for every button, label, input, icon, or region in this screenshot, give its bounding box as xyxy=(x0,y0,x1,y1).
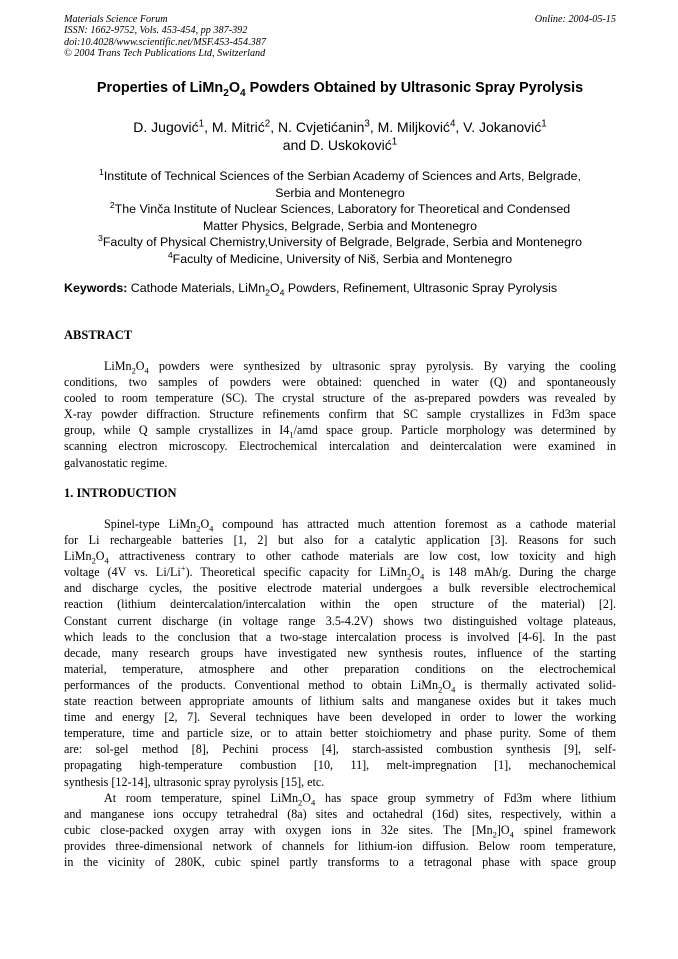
subscript: 4 xyxy=(209,523,214,534)
author-name: M. Miljković xyxy=(377,119,450,135)
affiliation-line xyxy=(64,168,616,185)
affiliation-number: 3 xyxy=(98,233,103,244)
text-line: state reaction between appropriate amounts of lithium salts and manganese oxides but it takes much xyxy=(64,694,616,709)
affiliation-list xyxy=(64,168,616,268)
text-line xyxy=(64,358,616,374)
text-run: group, while Q sample crystallizes in I4 xyxy=(64,423,290,438)
author-affiliation-mark: 4 xyxy=(449,118,456,130)
author-affiliation-mark: 1 xyxy=(198,118,205,130)
text-run: ]O xyxy=(496,822,510,837)
author-line: D. Jugović$^1$, M. Mitrić$^2$, N. Cvjetićanin$^3$, M. Miljković$^4$, V. Jokanović$^1$ xyxy=(133,118,547,135)
text-line: and manganese ions occupy tetrahedral (8a) sites and octahedral (16d) sites, respectively, within a xyxy=(64,806,616,821)
keywords-subscript: 4 xyxy=(279,287,285,298)
text-run: attractiveness contrary to other cathode materials are low cost, low toxicity and high xyxy=(108,549,616,564)
subscript: 2 xyxy=(131,365,136,376)
title-subscript: 4 xyxy=(240,87,246,99)
text-line xyxy=(64,822,616,838)
text-line: temperature, time and particle size, or to attain better stoichiometry and phase purity. Some of them xyxy=(64,726,616,741)
text-line: Constant current discharge (in voltage range 3.5-4.2V) shows two distinguished voltage plateaus, xyxy=(64,613,616,628)
text-line: in the vicinity of 280K, cubic spinel partly transforms to a tetragonal phase with space group xyxy=(64,854,616,869)
text-run: voltage (4V vs. Li/Li xyxy=(64,565,181,580)
text-line: conditions, two samples of powders were obtained: quenched in water (Q) and spontaneously xyxy=(64,375,616,390)
affiliation-text: Institute of Technical Sciences of the Serbian Academy of Sciences and Arts, Belgrade, xyxy=(103,169,581,183)
title-text: Properties of LiMn xyxy=(96,80,224,96)
author-list xyxy=(64,118,616,154)
text-run: compound has attracted much attention foremost as a cathode material xyxy=(213,517,617,531)
keywords-subscript: 2 xyxy=(265,287,270,298)
text-line: material, temperature, atmosphere and other preparation conditions on the electrochemical xyxy=(64,661,616,676)
subscript: 2 xyxy=(406,571,412,582)
superscript: + xyxy=(180,563,186,574)
title-text: O xyxy=(228,80,241,96)
text-line: for Li rechargeable batteries [1, 2] but also for a catalytic application [3]. Reasons for such xyxy=(64,533,616,548)
text-run: /amd space group. Particle morphology was determined by xyxy=(293,423,616,438)
subscript: 2 xyxy=(298,797,303,807)
paper-title xyxy=(64,80,616,99)
title-text: Powders Obtained by Ultrasonic Spray Pyrolysis xyxy=(245,80,584,96)
abstract-paragraph xyxy=(64,358,616,471)
journal-name: Materials Science Forum xyxy=(64,14,168,25)
text-run: ). Theoretical specific capacity for LiMn xyxy=(185,565,407,580)
text-run: O xyxy=(95,549,105,564)
text-line: time and energy [2, 7]. Several techniques have been developed in order to lower the working xyxy=(64,710,616,725)
affiliation-text: The Vinča Institute of Nuclear Sciences, Laboratory for Theoretical and Condensed xyxy=(114,202,571,217)
text-run: LiMn xyxy=(64,549,92,564)
text-line: scanning electron microscopy. Electrochemical intercalation and deintercalation were examined in xyxy=(64,439,616,454)
text-run: spinel framework xyxy=(513,822,616,837)
text-line xyxy=(64,790,616,806)
subscript: 1 xyxy=(289,429,294,440)
text-line: which leads to the conclusion that a two-stage intercalation process is involved [4-6]. In the past xyxy=(64,629,616,644)
affiliation-line: Matter Physics, Belgrade, Serbia and Montenegro xyxy=(202,218,478,233)
introduction-heading: 1. INTRODUCTION xyxy=(64,486,177,500)
text-line: synthesis [12-14], ultrasonic spray pyrolysis [15], etc. xyxy=(64,774,325,789)
affiliation-number: 4 xyxy=(167,249,173,260)
author-name: D. Jugović xyxy=(133,119,199,135)
text-line xyxy=(64,548,616,564)
subscript: 4 xyxy=(419,571,425,582)
subscript: 4 xyxy=(509,829,514,840)
author-name: N. Cvjetićanin xyxy=(277,119,365,135)
text-line xyxy=(64,677,616,693)
keywords-line xyxy=(64,280,616,296)
text-run: LiMn xyxy=(104,359,132,373)
author-name: D. Uskoković xyxy=(310,137,392,153)
text-line: cooled to room temperature (SC). The crystal structure of the as-prepared powders was revealed by xyxy=(64,391,616,406)
title-subscript: 2 xyxy=(223,87,229,99)
author-affiliation-mark: 1 xyxy=(391,136,398,148)
text-run: O xyxy=(442,677,452,692)
text-line: provides three-dimensional network of channels for lithium-ion diffusion. Below room temperature, xyxy=(64,838,616,853)
text-line xyxy=(64,564,616,580)
abstract-heading: ABSTRACT xyxy=(64,328,133,342)
text-line: and discharge cycles, the positive electrode material undergoes a bulk reversible electrochemical xyxy=(64,581,616,596)
text-run: O xyxy=(411,565,420,580)
doi-line: doi:10.4028/www.scientific.net/MSF.453-454.387 xyxy=(64,36,266,48)
subscript: 2 xyxy=(492,829,497,840)
text-run: is thermally activated solid- xyxy=(455,677,616,692)
text-run: has space group symmetry of Fd3m where lithium xyxy=(315,790,616,805)
text-run: O xyxy=(200,517,210,531)
text-line: X-ray powder diffraction. Structure refinements confirm that SC sample crystallizes in Fd3m space xyxy=(64,407,616,422)
journal-header xyxy=(64,14,616,60)
affiliation-text: Faculty of Physical Chemistry,University of Belgrade, Belgrade, Serbia and Montenegro xyxy=(102,235,582,250)
author-affiliation-mark: 1 xyxy=(541,118,547,130)
text-line: reaction (lithium deintercalation/intercalation within the open structure of the material) [2]. xyxy=(64,597,616,612)
affiliation-line xyxy=(64,251,616,268)
text-run: Spinel-type LiMn xyxy=(104,517,197,531)
issn-line: ISSN: 1662-9752, Vols. 453-454, pp 387-392 xyxy=(64,25,248,37)
text-line: galvanostatic regime. xyxy=(64,455,168,470)
text-run: O xyxy=(302,790,311,805)
author-line xyxy=(64,136,616,154)
subscript: 2 xyxy=(196,523,201,534)
author-affiliation-mark: 3 xyxy=(364,118,370,130)
author-conjunction: and xyxy=(282,137,307,153)
keywords-text: Powders, Refinement, Ultrasonic Spray Pyrolysis xyxy=(284,281,558,295)
introduction-paragraph xyxy=(64,516,616,870)
text-run: At room temperature, spinel LiMn xyxy=(104,790,299,805)
affiliation-number: 2 xyxy=(109,200,115,211)
keywords-label: Keywords: xyxy=(64,281,128,295)
keywords-text: Cathode Materials, LiMn xyxy=(127,281,266,295)
author-name: V. Jokanović xyxy=(463,119,542,135)
author-name: M. Mitrić xyxy=(211,119,265,135)
subscript: 4 xyxy=(104,555,109,566)
text-line: propagating high-temperature combustion [10, 11], melt-impregnation [1], mechanochemical xyxy=(64,758,616,773)
online-date: Online: 2004-05-15 xyxy=(534,14,616,25)
keywords-text: O xyxy=(269,281,280,295)
text-line xyxy=(64,516,616,532)
text-run: cubic close-packed oxygen array with oxygen ions in 32e sites. The [Mn xyxy=(64,822,493,837)
affiliation-line: Serbia and Montenegro xyxy=(275,185,405,200)
affiliation-line xyxy=(64,201,616,218)
subscript: 4 xyxy=(451,684,456,695)
subscript: 4 xyxy=(144,365,149,376)
author-affiliation-mark: 2 xyxy=(264,118,271,130)
text-run: O xyxy=(135,359,145,373)
subscript: 4 xyxy=(311,797,316,807)
text-run: performances of the products. Conventional method to obtain LiMn xyxy=(64,677,439,692)
subscript: 2 xyxy=(91,555,96,566)
subscript: 2 xyxy=(438,684,443,695)
text-run: powders were synthesized by ultrasonic spray pyrolysis. By varying the cooling xyxy=(148,359,616,373)
copyright-line: © 2004 Trans Tech Publications Ltd, Switzerland xyxy=(64,48,266,60)
text-line: are: sol-gel method [8], Pechini process [4], starch-assisted combustion synthesis [9], self- xyxy=(64,742,616,757)
text-line xyxy=(64,422,616,438)
affiliation-text: Faculty of Medicine, University of Niš, Serbia and Montenegro xyxy=(172,251,513,266)
text-line: decade, many research groups have investigated new synthesis routes, influence of the starting xyxy=(64,645,616,660)
affiliation-number: 1 xyxy=(99,166,104,177)
text-run: is 148 mAh/g. During the charge xyxy=(424,565,616,580)
affiliation-line xyxy=(64,234,616,251)
